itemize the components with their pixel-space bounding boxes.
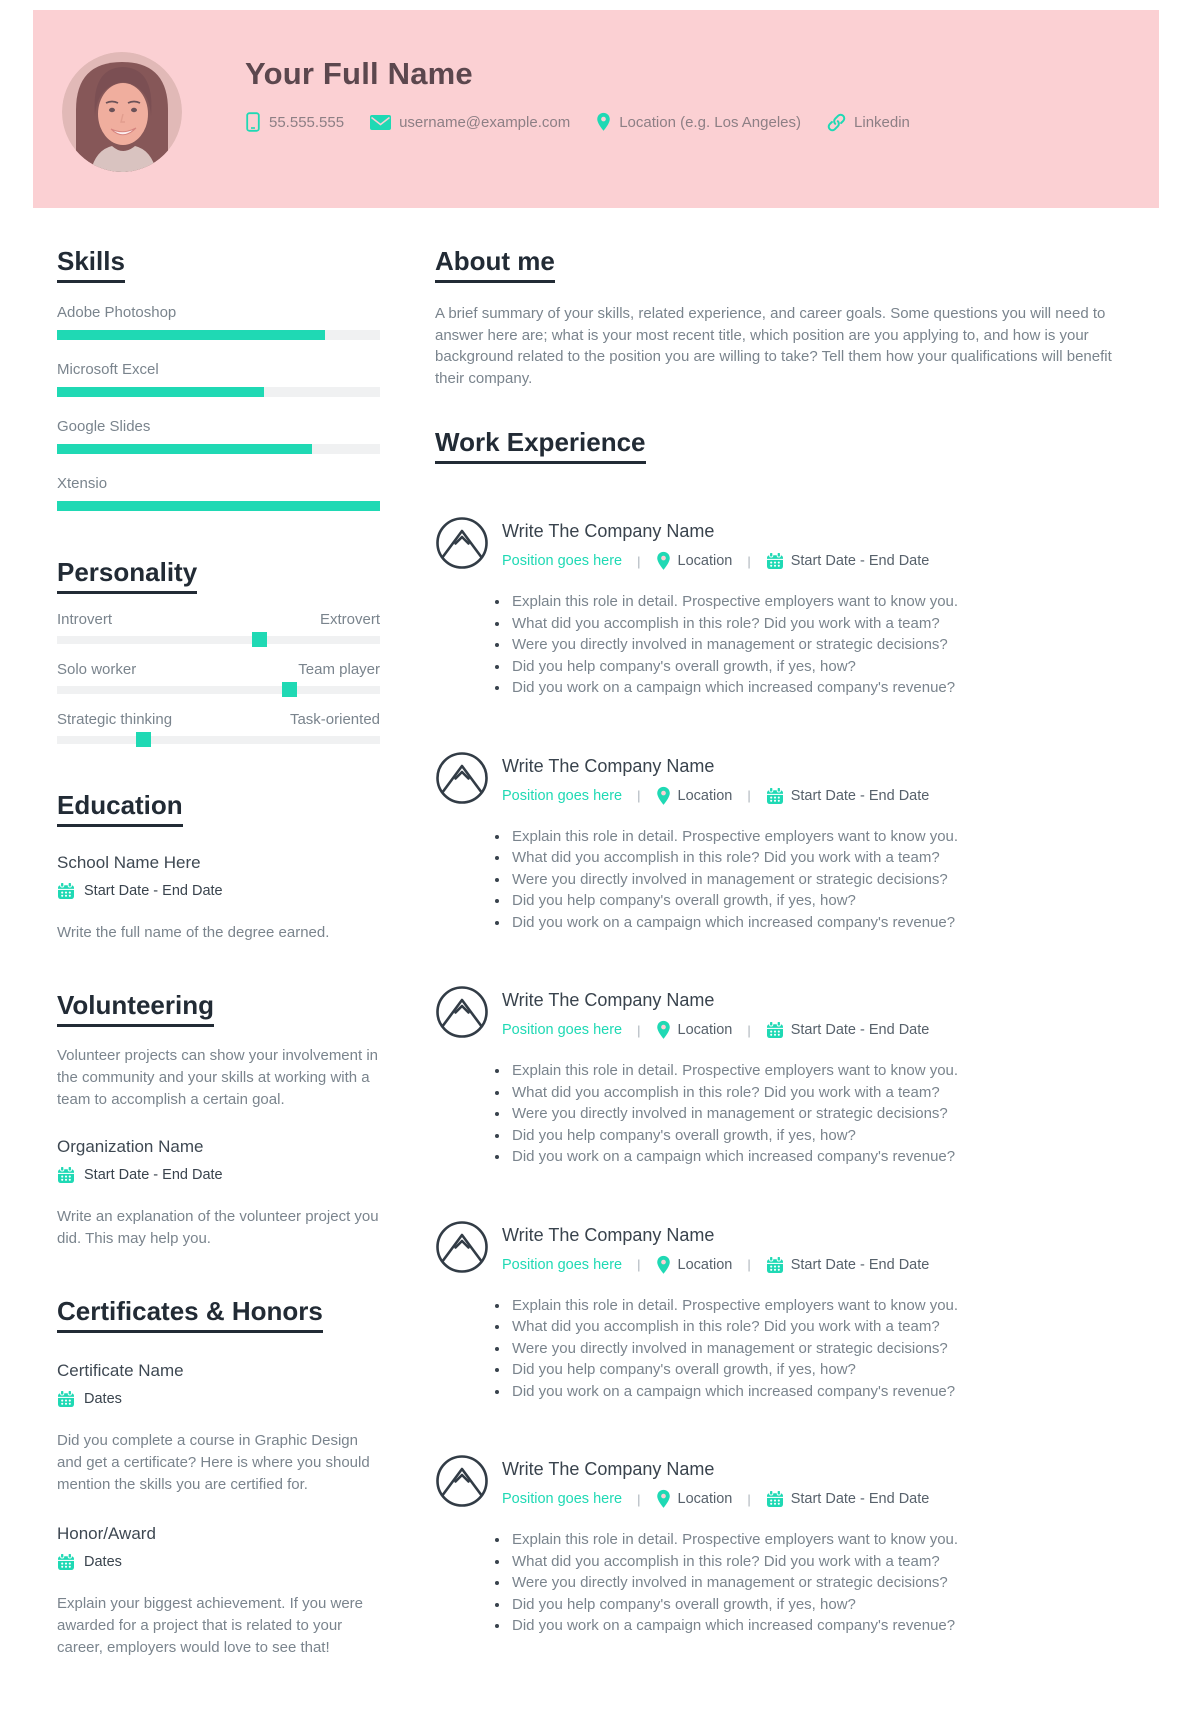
personality-section — [57, 557, 380, 744]
skills-section — [57, 246, 380, 511]
volunteering-description: Write an explanation of the volunteer project you did. This may help you. — [57, 1208, 379, 1247]
entry-bullet: • What did you accomplish in this role? Did you work with a team? — [510, 1551, 1112, 1573]
personality-right-label: Task-oriented — [289, 711, 380, 728]
meta-separator: | — [637, 1257, 641, 1272]
entry-bullet: • Were you directly involved in management or strategic decisions? — [510, 634, 1112, 656]
entry-dates — [766, 1021, 930, 1039]
dates-text: Start Date - End Date — [790, 1256, 930, 1273]
dates-text: Start Date - End Date — [790, 1491, 930, 1507]
entry-bullet: • Explain this role in detail. Prospective employers want to know you. — [510, 591, 1112, 613]
entry-bullet: • Explain this role in detail. Prospective employers want to know you. — [510, 1529, 1112, 1551]
position-text: Position goes here — [502, 1022, 623, 1038]
header-banner — [33, 10, 1159, 208]
dates-text: Start Date - End Date — [790, 787, 930, 804]
phone-icon — [245, 112, 261, 132]
entry-bullet: • Did you work on a campaign which increased company's revenue? — [510, 677, 1112, 699]
skill-bar — [57, 330, 325, 340]
personality-left-label: Solo worker — [57, 661, 137, 678]
skill-track — [57, 387, 380, 397]
entry-dates — [766, 552, 930, 570]
entry-bullet: • Were you directly involved in management or strategic decisions? — [510, 869, 1112, 891]
left-column — [57, 234, 380, 1659]
certificate-item — [57, 1524, 380, 1659]
work-entries — [435, 516, 1112, 1637]
work-entry — [435, 985, 1112, 1168]
education-heading: Education — [57, 790, 183, 827]
company-logo-icon — [435, 1220, 489, 1274]
organization-name: Organization Name — [57, 1137, 204, 1156]
personality-right-label: Team player — [298, 661, 380, 678]
certificate-dates: Dates — [84, 1391, 122, 1407]
entry-dates — [766, 1256, 930, 1274]
work-section — [435, 427, 1112, 1637]
personality-track — [57, 736, 380, 744]
work-heading: Work Experience — [435, 427, 646, 464]
company-name: Write The Company Name — [502, 521, 715, 541]
skill-label: Google Slides — [57, 418, 151, 435]
company-name: Write The Company Name — [502, 1459, 715, 1479]
school-name: School Name Here — [57, 853, 201, 872]
certificate-dates: Dates — [84, 1554, 122, 1570]
entry-meta — [502, 1489, 929, 1509]
entry-location — [656, 1255, 733, 1275]
entry-bullet-list — [435, 1060, 1112, 1168]
meta-separator: | — [747, 1491, 751, 1507]
certificates-section — [57, 1296, 380, 1659]
location-pin-icon — [656, 1255, 671, 1275]
personality-track — [57, 636, 380, 644]
email-icon — [370, 115, 391, 130]
contact-item[interactable] — [370, 114, 570, 131]
contact-row — [245, 112, 910, 132]
volunteering-dates: Start Date - End Date — [84, 1167, 223, 1183]
contact-item[interactable] — [245, 112, 344, 132]
certificate-dates-row — [57, 1553, 380, 1571]
entry-bullet-list — [435, 591, 1112, 699]
certificate-item — [57, 1361, 380, 1496]
company-name: Write The Company Name — [502, 755, 715, 776]
work-entry — [435, 516, 1112, 699]
entry-bullet: • Did you work on a campaign which increased company's revenue? — [510, 912, 1112, 934]
skill-bar — [57, 387, 264, 397]
entry-bullet: • What did you accomplish in this role? Did you work with a team? — [510, 847, 1112, 869]
entry-bullet: • Did you help company's overall growth, if yes, how? — [510, 656, 1112, 678]
header-info — [245, 10, 910, 132]
contact-text: Linkedin — [854, 113, 910, 131]
skill-row — [57, 361, 380, 397]
education-dates-row — [57, 882, 380, 900]
calendar-icon — [57, 1166, 75, 1184]
skill-row — [57, 475, 380, 511]
education-dates: Start Date - End Date — [84, 883, 223, 899]
avatar-photo — [62, 52, 182, 172]
entry-dates — [766, 787, 930, 805]
meta-separator: | — [637, 553, 641, 569]
volunteering-intro: Volunteer projects can show your involvement in the community and your skills at working with a team to accomplish a certain goal. — [57, 1047, 379, 1108]
entry-location — [656, 786, 733, 806]
volunteering-section — [57, 990, 380, 1250]
entry-bullet-list — [435, 826, 1112, 934]
position-text: Position goes here — [502, 1256, 623, 1273]
location-pin-icon — [656, 1020, 671, 1040]
education-description: Write the full name of the degree earned. — [57, 924, 330, 941]
calendar-icon — [766, 1490, 784, 1508]
entry-bullet: • Did you work on a campaign which increased company's revenue? — [510, 1381, 1112, 1403]
entry-bullet: • Were you directly involved in management or strategic decisions? — [510, 1103, 1112, 1125]
skill-track — [57, 444, 380, 454]
dates-text: Start Date - End Date — [790, 553, 930, 569]
calendar-icon — [766, 1256, 784, 1274]
position-text: Position goes here — [502, 1491, 623, 1507]
entry-bullet: • Explain this role in detail. Prospective employers want to know you. — [510, 826, 1112, 848]
skill-bar — [57, 501, 380, 511]
location-pin-icon — [656, 786, 671, 806]
personality-left-label: Strategic thinking — [57, 711, 173, 728]
position-text: Position goes here — [502, 787, 623, 804]
full-name: Your Full Name — [245, 56, 473, 91]
location-icon — [596, 112, 611, 132]
personality-slider-handle — [282, 682, 297, 697]
entry-meta — [502, 1020, 929, 1040]
about-heading: About me — [435, 246, 555, 283]
volunteering-item — [57, 1137, 380, 1250]
contact-text: Location (e.g. Los Angeles) — [619, 113, 802, 131]
skill-label: Adobe Photoshop — [57, 304, 177, 321]
contact-item[interactable] — [596, 112, 801, 132]
entry-location — [656, 1489, 733, 1509]
entry-location — [656, 1020, 733, 1040]
entry-bullet: • Explain this role in detail. Prospective employers want to know you. — [510, 1060, 1112, 1082]
skill-track — [57, 501, 380, 511]
location-text: Location — [677, 787, 733, 804]
company-logo-icon — [435, 1454, 489, 1508]
education-item — [57, 853, 380, 944]
about-text: A brief summary of your skills, related experience, and career goals. Some questions you will need to answer here are; what is your most recent title, which position are you applying to, and how is your background related to the position you are willing to take? Tell them how your qualifications will benefit their company. — [435, 305, 1112, 387]
avatar — [62, 52, 182, 172]
contact-text: 55.555.555 — [269, 113, 345, 131]
entry-bullet: • Were you directly involved in management or strategic decisions? — [510, 1338, 1112, 1360]
personality-row — [57, 711, 380, 744]
entry-bullet: • Did you help company's overall growth, if yes, how? — [510, 1594, 1112, 1616]
entry-bullet: • Were you directly involved in management or strategic decisions? — [510, 1572, 1112, 1594]
volunteering-heading: Volunteering — [57, 990, 214, 1027]
skill-label: Microsoft Excel — [57, 361, 159, 378]
education-section — [57, 790, 380, 944]
entry-bullet-list — [435, 1529, 1112, 1637]
skill-row — [57, 304, 380, 340]
entry-bullet: • What did you accomplish in this role? Did you work with a team? — [510, 1082, 1112, 1104]
work-entry — [435, 1454, 1112, 1637]
location-text: Location — [677, 553, 733, 569]
entry-bullet: • Did you help company's overall growth, if yes, how? — [510, 1125, 1112, 1147]
meta-separator: | — [747, 1022, 751, 1038]
entry-bullet: • What did you accomplish in this role? Did you work with a team? — [510, 613, 1112, 635]
content — [0, 208, 1192, 1719]
certificate-name: Honor/Award — [57, 1524, 156, 1543]
calendar-icon — [766, 552, 784, 570]
company-logo-icon — [435, 751, 489, 805]
meta-separator: | — [747, 788, 751, 803]
meta-separator: | — [637, 788, 641, 803]
entry-bullet: • Did you help company's overall growth, if yes, how? — [510, 890, 1112, 912]
personality-row — [57, 611, 380, 644]
location-pin-icon — [656, 1489, 671, 1509]
location-text: Location — [677, 1022, 733, 1038]
certificates-heading: Certificates & Honors — [57, 1296, 323, 1333]
personality-track — [57, 686, 380, 694]
contact-item[interactable] — [827, 113, 910, 132]
calendar-icon — [766, 787, 784, 805]
meta-separator: | — [637, 1491, 641, 1507]
certificate-description: Explain your biggest achievement. If you were awarded for a project that is related to your career, employers would love to see that! — [57, 1595, 363, 1656]
entry-meta — [502, 1255, 929, 1275]
skill-row — [57, 418, 380, 454]
personality-slider-handle — [136, 732, 151, 747]
resume-page — [0, 10, 1192, 1719]
skill-bar — [57, 444, 312, 454]
entry-bullet: • Explain this role in detail. Prospective employers want to know you. — [510, 1295, 1112, 1317]
certificate-dates-row — [57, 1390, 380, 1408]
location-text: Location — [677, 1491, 733, 1507]
about-section — [435, 246, 1112, 389]
entry-bullet: • Did you work on a campaign which increased company's revenue? — [510, 1146, 1112, 1168]
personality-heading: Personality — [57, 557, 197, 594]
entry-bullet: • What did you accomplish in this role? Did you work with a team? — [510, 1316, 1112, 1338]
skill-track — [57, 330, 380, 340]
entry-dates — [766, 1490, 930, 1508]
meta-separator: | — [637, 1022, 641, 1038]
meta-separator: | — [747, 1257, 751, 1272]
meta-separator: | — [747, 553, 751, 569]
calendar-icon — [766, 1021, 784, 1039]
personality-slider-handle — [252, 632, 267, 647]
certificate-description: Did you complete a course in Graphic Design and get a certificate? Here is where you should mention the skills you are certified for. — [57, 1432, 370, 1493]
calendar-icon — [57, 1553, 75, 1571]
certificate-name: Certificate Name — [57, 1361, 184, 1380]
entry-meta — [502, 551, 929, 571]
entry-meta — [502, 786, 929, 806]
company-logo-icon — [435, 516, 489, 570]
company-name: Write The Company Name — [502, 1224, 715, 1245]
position-text: Position goes here — [502, 553, 623, 569]
contact-text: username@example.com — [399, 113, 571, 131]
entry-location — [656, 551, 733, 571]
location-text: Location — [677, 1256, 733, 1273]
personality-row — [57, 661, 380, 694]
personality-list — [57, 611, 380, 744]
company-name: Write The Company Name — [502, 990, 715, 1010]
dates-text: Start Date - End Date — [790, 1022, 930, 1038]
calendar-icon — [57, 1390, 75, 1408]
location-pin-icon — [656, 551, 671, 571]
right-column — [435, 234, 1112, 1659]
link-icon — [827, 113, 846, 132]
entry-bullet: • Did you help company's overall growth, if yes, how? — [510, 1359, 1112, 1381]
calendar-icon — [57, 882, 75, 900]
skills-list — [57, 304, 380, 511]
skills-heading: Skills — [57, 246, 125, 283]
work-entry — [435, 751, 1112, 934]
personality-left-label: Introvert — [57, 611, 113, 628]
work-entry — [435, 1220, 1112, 1403]
skill-label: Xtensio — [57, 475, 108, 492]
certificates-list — [57, 1361, 380, 1659]
personality-right-label: Extrovert — [319, 611, 380, 628]
company-logo-icon — [435, 985, 489, 1039]
entry-bullet-list — [435, 1295, 1112, 1403]
entry-bullet: • Did you work on a campaign which increased company's revenue? — [510, 1615, 1112, 1637]
volunteering-dates-row — [57, 1166, 380, 1184]
